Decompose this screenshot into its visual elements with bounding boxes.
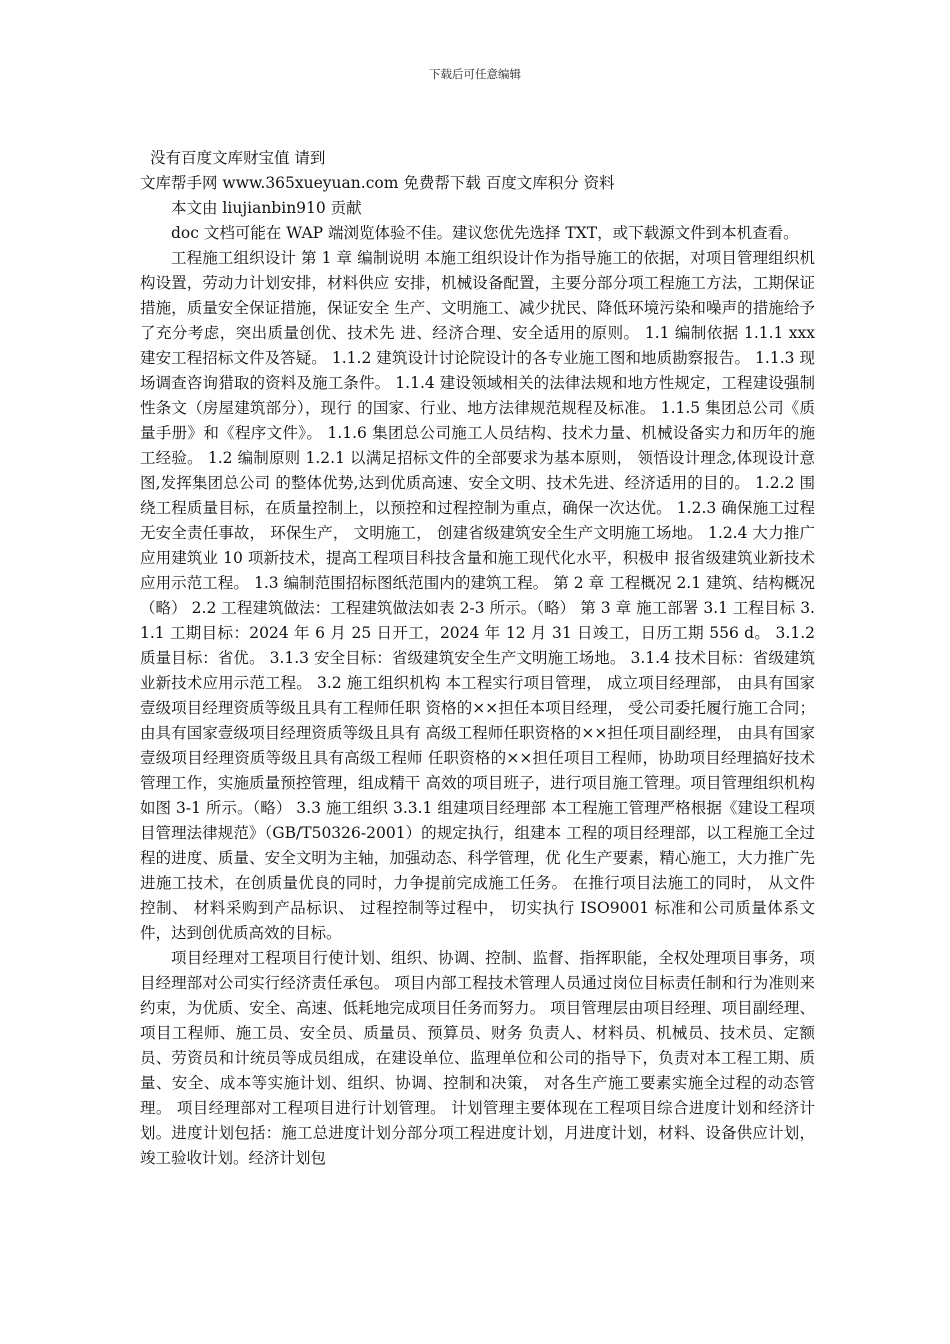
page-header-note: 下载后可任意编辑 bbox=[429, 67, 521, 81]
document-body bbox=[140, 146, 815, 1171]
intro-line-1: 没有百度文库财宝值 请到 bbox=[150, 149, 326, 167]
intro-line-3: 本文由 liujianbin910 贡献 bbox=[171, 199, 362, 217]
body-paragraph-2: 项目经理对工程项目行使计划、组织、协调、控制、监督、指挥职能，全权处理项目事务，项 目经理部对公司实行经济责任承包。 项目内部工程技术管理人员通过岗位目标责任制和行为准则来 约束，为优质、安全、高速、低耗地完成项目任务而努力。 项目管理层由项目经理、项目副经理、项目工程师、施工员、安全员、质量员、预算员、财务 负责人、材料员、机械员、技术员、定额员、劳资员和计统员等成员组成，在建设单位、监理单位和公司的指导下，负责对本工程工期、质量、安全、成本等实施计划、组织、协调、控制和决策， 对各生产施工要素实施全过程的动态管理。 项目经理部对工程项目进行计划管理。 计划管理主要体现在工程项目综合进度计划和经济计 划。进度计划包括：施工总进度计划分部分项工程进度计划，月进度计划，材料、设备供应计划， 竣工验收计划。经济计划包 bbox=[140, 949, 815, 1167]
intro-line-2: 文库帮手网 www.365xueyuan.com 免费帮下载 百度文库积分 资料 bbox=[140, 174, 615, 192]
body-paragraph-1: 工程施工组织设计 第 1 章 编制说明 本施工组织设计作为指导施工的依据，对项目管理组织机构设置，劳动力计划安排，材料供应 安排，机械设备配置，主要分部分项工程施工方法，工期保证措施，质量安全保证措施，保证安全 生产、文明施工、减少扰民、降低环境污染和噪声的措施给予了充分考虑，突出质量创优、技术先 进、经济合理、安全适用的原则。 1.1 编制依据 1.1.1 xxx 建安工程招标文件及答疑。 1.1.2 建筑设计讨论院设计的各专业施工图和地质勘察报告。 1.1.3 现场调查咨询猎取的资料及施工条件。 1.1.4 建设领域相关的法律法规和地方性规定，工程建设强制性条文（房屋建筑部分），现行 的国家、行业、地方法律规范规程及标准。 1.1.5 集团总公司《质量手册》和《程序文件》。 1.1.6 集团总公司施工人员结构、技术力量、机械设备实力和历年的施工经验。 1.2 编制原则 1.2.1 以满足招标文件的全部要求为基本原则， 领悟设计理念,体现设计意图,发挥集团总公司 的整体优势,达到优质高速、安全文明、技术先进、经济适用的目的。 1.2.2 围绕工程质量目标，在质量控制上，以预控和过程控制为重点，确保一次达优。 1.2.3 确保施工过程无安全责任事故， 环保生产， 文明施工， 创建省级建筑安全生产文明施工场地。 1.2.4 大力推广应用建筑业 10 项新技术，提高工程项目科技含量和施工现代化水平，积极申 报省级建筑业新技术应用示范工程。 1.3 编制范围招标图纸范围内的建筑工程。 第 2 章 工程概况 2.1 建筑、结构概况（略） 2.2 工程建筑做法：工程建筑做法如表 2-3 所示。（略） 第 3 章 施工部署 3.1 工程目标 3.1.1 工期目标：2024 年 6 月 25 日开工，2024 年 12 月 31 日竣工，日历工期 556 d。 3.1.2 质量目标：省优。 3.1.3 安全目标：省级建筑安全生产文明施工场地。 3.1.4 技术目标：省级建筑业新技术应用示范工程。 3.2 施工组织机构 本工程实行项目管理， 成立项目经理部， 由具有国家壹级项目经理资质等级且具有工程师任职 资格的××担任本项目经理， 受公司委托履行施工合同； 由具有国家壹级项目经理资质等级且具有 高级工程师任职资格的××担任项目副经理， 由具有国家壹级项目经理资质等级且具有高级工程师 任职资格的××担任项目工程师，协助项目经理搞好技术管理工作，实施质量预控管理，组成精干 高效的项目班子，进行项目施工管理。项目管理组织机构如图 3-1 所示。（略） 3.3 施工组织 3.3.1 组建项目经理部 本工程施工管理严格根据《建设工程项目管理法律规范》（GB/T50326-2001）的规定执行，组建本 工程的项目经理部，以工程施工全过程的进度、质量、安全文明为主轴，加强动态、科学管理，优 化生产要素，精心施工，大力推广先进施工技术，在创质量优良的同时，力争提前完成施工任务。 在推行项目法施工的同时， 从文件控制、 材料采购到产品标识、 过程控制等过程中， 切实执行 ISO9001 标准和公司质量体系文件，达到创优质高效的目标。 bbox=[140, 249, 815, 942]
intro-line-4: doc 文档可能在 WAP 端浏览体验不佳。建议您优先选择 TXT，或下载源文件到本机查看。 bbox=[171, 224, 799, 242]
